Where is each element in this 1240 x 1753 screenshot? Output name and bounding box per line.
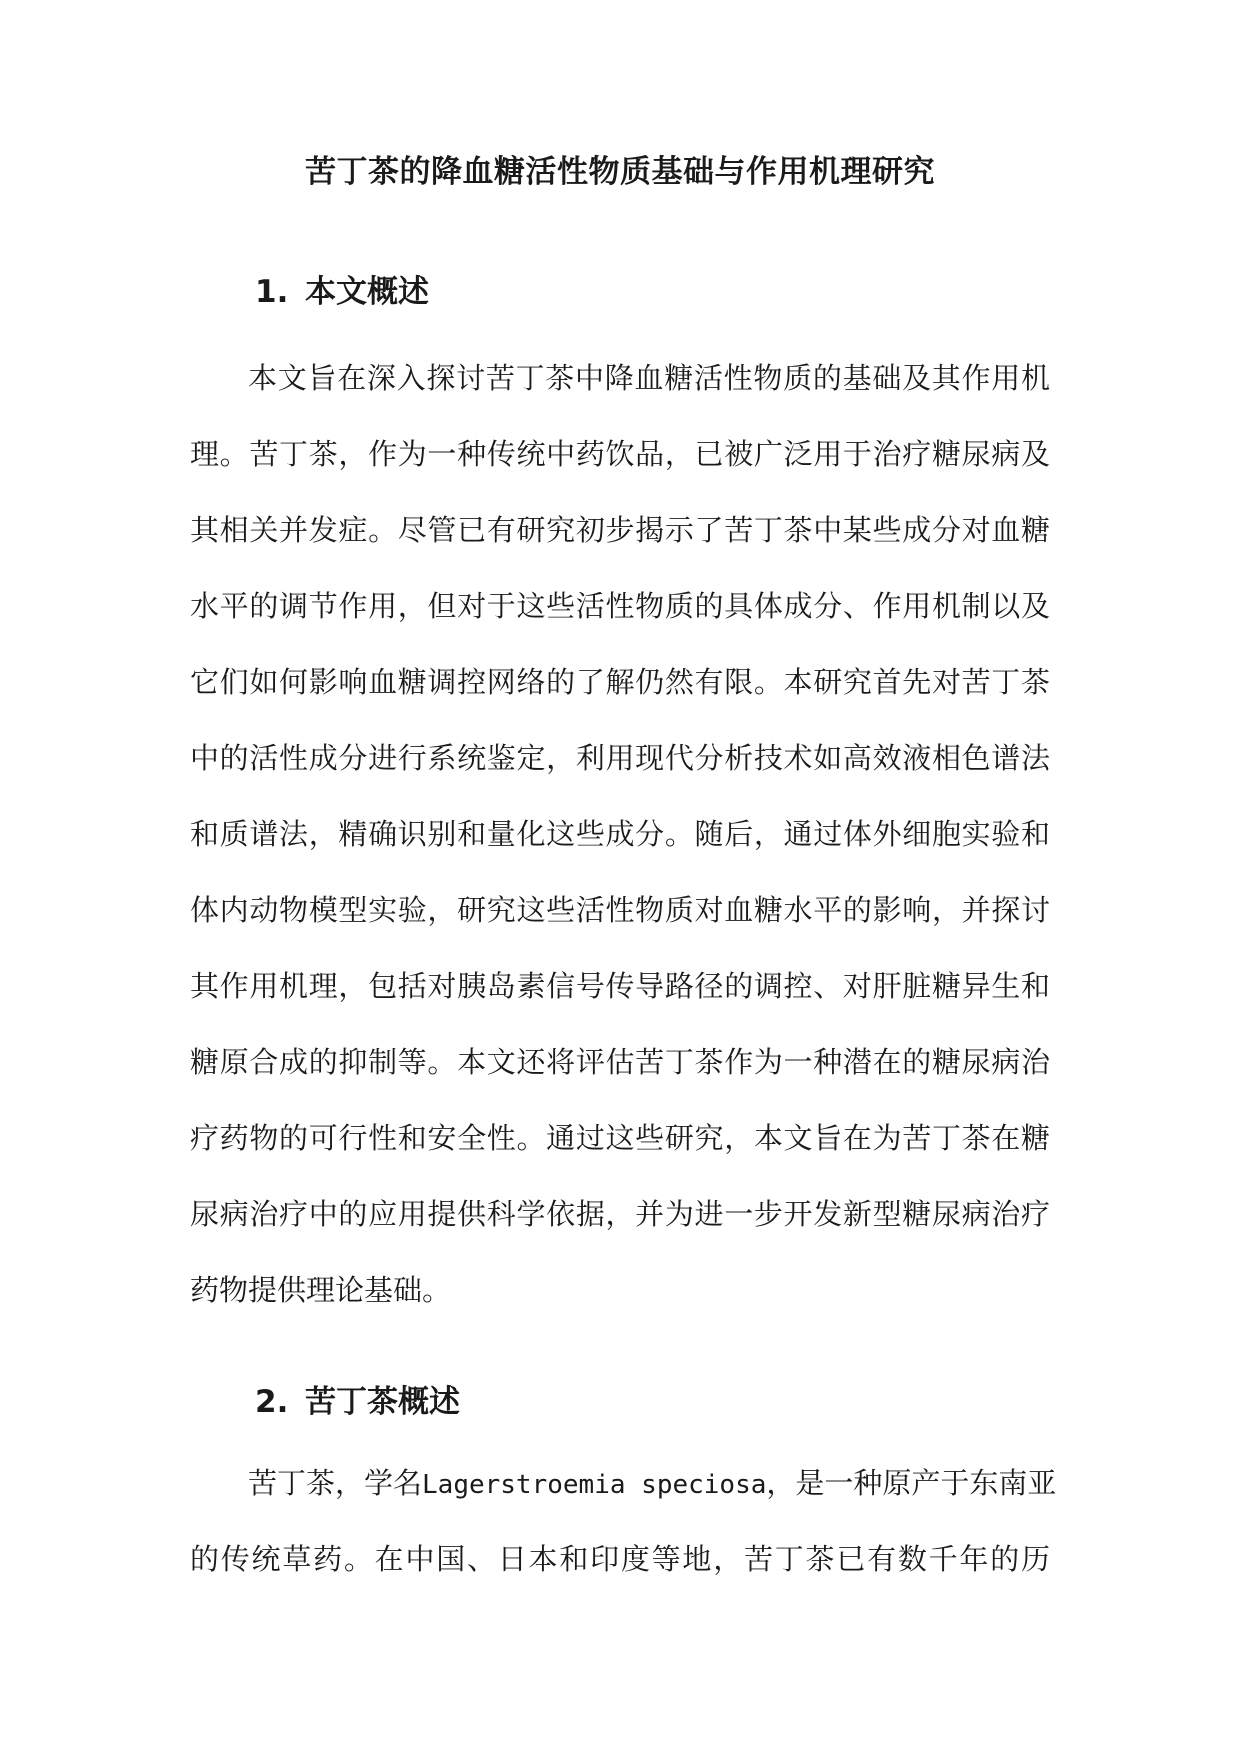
paragraph-line: 尿病治疗中的应用提供科学依据，并为进一步开发新型糖尿病治疗 [190, 1197, 1050, 1231]
paragraph-line: 其相关并发症。尽管已有研究初步揭示了苦丁茶中某些成分对血糖 [190, 513, 1050, 547]
paragraph-line: 它们如何影响血糖调控网络的了解仍然有限。本研究首先对苦丁茶 [190, 665, 1050, 699]
paragraph-line: 体内动物模型实验，研究这些活性物质对血糖水平的影响，并探讨 [190, 893, 1050, 927]
section-1-heading [255, 270, 429, 314]
paragraph-line [190, 1445, 1057, 1521]
section-2-heading [255, 1380, 460, 1424]
paragraph-line: 糖原合成的抑制等。本文还将评估苦丁茶作为一种潜在的糖尿病治 [190, 1045, 1050, 1079]
paragraph-line: 其作用机理，包括对胰岛素信号传导路径的调控、对肝脏糖异生和 [190, 969, 1050, 1003]
paragraph-line: 本文旨在深入探讨苦丁茶中降血糖活性物质的基础及其作用机 [248, 361, 1050, 395]
section-2-number: 2. [255, 1384, 289, 1420]
document-title: 苦丁茶的降血糖活性物质基础与作用机理研究 [305, 154, 935, 190]
section-2-paragraph [190, 1445, 1057, 1597]
paragraph-line: 水平的调节作用，但对于这些活性物质的具体成分、作用机制以及 [190, 589, 1050, 623]
paragraph-text: 苦丁茶，学名 [248, 1466, 423, 1500]
paragraph-line: 的传统草药。在中国、日本和印度等地，苦丁茶已有数千年的历 [190, 1542, 1050, 1576]
section-1-title: 本文概述 [305, 274, 429, 310]
scientific-name: Lagerstroemia speciosa [422, 1470, 767, 1500]
paragraph-line: 和质谱法，精确识别和量化这些成分。随后，通过体外细胞实验和 [190, 817, 1050, 851]
paragraph-line: 中的活性成分进行系统鉴定，利用现代分析技术如高效液相色谱法 [190, 741, 1050, 775]
paragraph-line: 疗药物的可行性和安全性。通过这些研究，本文旨在为苦丁茶在糖 [190, 1121, 1050, 1155]
paragraph-line: 理。苦丁茶，作为一种传统中药饮品，已被广泛用于治疗糖尿病及 [190, 437, 1050, 471]
paragraph-text: ，是一种原产于东南亚 [766, 1466, 1057, 1500]
section-1-number: 1. [255, 274, 289, 310]
section-2-title: 苦丁茶概述 [305, 1384, 460, 1420]
paragraph-line: 药物提供理论基础。 [190, 1273, 452, 1307]
section-1-paragraph [190, 340, 1050, 1328]
